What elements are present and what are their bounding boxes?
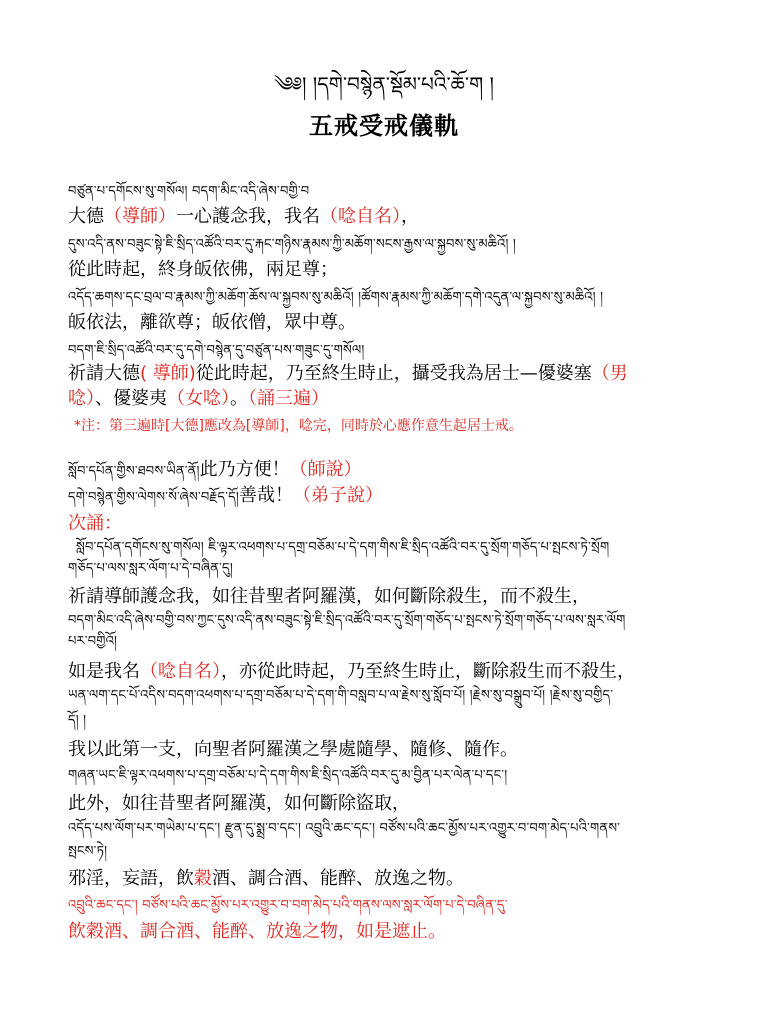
mixed-line bbox=[68, 484, 383, 508]
chinese-line bbox=[68, 660, 635, 684]
tibetan-line: བདག་མིང་འདི་ཞེས་བགྱི་བས་ཀྱང་དུས་འདི་ནས་བཟུང་སྟེ་ཇི་སྲིད་འཚོའི་བར་དུ་སྲོག་གཅོད་པ་སྤངས་ཏེ་སྲོག་གཅོད་པ་ལས་སླར་ལོག bbox=[68, 613, 626, 628]
chinese-line bbox=[68, 387, 329, 411]
title-tibetan: ༄༅། །དགེ་བསྙེན་སྡོམ་པའི་ཆོ་ག ། bbox=[274, 72, 494, 96]
tibetan-span: དགེ་བསྙེན་གྱིས་ལེགས་སོ་ཞེས་བརྗོད་དོ། bbox=[68, 490, 240, 505]
text-span: 。 bbox=[230, 388, 248, 409]
text-span: 祈請大德 bbox=[68, 363, 140, 384]
chinese-line bbox=[68, 362, 628, 386]
tibetan-line-red: འབྲུའི་ཆང་དང་། བཙོས་པའི་ཆང་མྱོས་པར་འགྱུར་བ་བག་མེད་པའི་གནས་ལས་སླར་ལོག་པ་དེ་བཞིན་དུ་ bbox=[68, 898, 508, 913]
tibetan-line: འདོད་པས་ལོག་པར་གཡེམ་པ་དང་། རྫུན་དུ་སྨྲ་བ་དང་། འབྲུའི་ཆང་དང་། བཙོས་པའི་ཆང་མྱོས་པར་འགྱུར་བ་བག་མེད་པའི་གནས་ bbox=[68, 821, 621, 836]
chinese-line-red: 飲穀酒、調合酒、能醉、放逸之物，如是遮止。 bbox=[68, 921, 446, 942]
chinese-line bbox=[68, 867, 464, 891]
chinese-line: 祈請導師護念我，如往昔聖者阿羅漢，如何斷除殺生，而不殺生， bbox=[68, 586, 590, 607]
chinese-line: 此外，如往昔聖者阿羅漢，如何斷除盜取， bbox=[68, 793, 410, 814]
chinese-line: 我以此第一支，向聖者阿羅漢之學處隨學、隨修、隨作。 bbox=[68, 739, 518, 760]
chinese-line: 從此時起，終身皈依佛，兩足尊； bbox=[68, 259, 338, 280]
tibetan-line: སྤངས་ཏེ། bbox=[68, 844, 108, 859]
tibetan-line: གཅོད་པ་ལས་སླར་ལོག་པ་དེ་བཞིན་དུ། bbox=[68, 561, 234, 576]
red-annotation: （唸自名） bbox=[320, 206, 401, 227]
tibetan-line: དོ། ། bbox=[68, 713, 87, 728]
chinese-line: 皈依法，離欲尊；皈依僧，眾中尊。 bbox=[68, 312, 356, 333]
text-span: 酒、調合酒、能醉、放逸之物。 bbox=[212, 868, 464, 889]
red-annotation: 唸） bbox=[68, 388, 95, 409]
tibetan-line: དུས་འདི་ནས་བཟུང་སྟེ་ཇི་སྲིད་འཚོའི་བར་དུ་རྐང་གཉིས་རྣམས་ཀྱི་མཆོག་སངས་རྒྱས་ལ་སྐྱབས་སུ་མཆིའོ། ། bbox=[68, 237, 517, 252]
tibetan-line: པར་བགྱིའོ། bbox=[68, 634, 118, 649]
text-span: 邪淫，妄語，飲 bbox=[68, 868, 194, 889]
red-annotation: ( 導師) bbox=[140, 363, 196, 384]
text-span: ，亦從此時起，乃至終生時止，斷除殺生而不殺生， bbox=[221, 661, 635, 682]
subheading: 次誦： bbox=[68, 513, 122, 534]
mixed-line bbox=[68, 458, 362, 482]
chinese-line bbox=[68, 205, 419, 229]
title-chinese: 五戒受戒儀軌 bbox=[309, 112, 459, 140]
text-span: ， bbox=[401, 206, 419, 227]
red-annotation: （弟子說） bbox=[293, 485, 384, 506]
tibetan-span: སློབ་དཔོན་གྱིས་ཐབས་ཡིན་ནོ། bbox=[68, 464, 200, 479]
note-line: *注：第三遍時[大德]應改為[導師]，唸完，同時於心應作意生起居士戒。 bbox=[74, 418, 523, 434]
text-span: 從此時起，乃至終生時止，攝受我為居士—優婆塞 bbox=[195, 363, 592, 384]
text-span: 如是我名 bbox=[68, 661, 140, 682]
tibetan-line: ཡན་ལག་དང་པོ་འདིས་བདག་འཕགས་པ་དགྲ་བཅོམ་པ་དེ་དག་གི་བསླབ་པ་ལ་རྗེས་སུ་སློབ་པོ། །རྗེས་སུ་བསྒྲུབ་པོ། །རྗེས་སུ་བགྱིད་ bbox=[68, 688, 614, 703]
red-annotation: （唸自名） bbox=[140, 661, 221, 682]
text-span: 、優婆夷 bbox=[95, 388, 167, 409]
red-annotation: （師說） bbox=[289, 459, 362, 480]
tibetan-line: སློབ་དཔོན་དགོངས་སུ་གསོལ། ཇི་ལྟར་འཕགས་པ་དགྲ་བཅོམ་པ་དེ་དག་གིས་ཇི་སྲིད་འཚོའི་བར་དུ་སྲོག་གཅོད་པ་སྤངས་ཏེ་སྲོག bbox=[76, 540, 610, 555]
text-span: 善哉！ bbox=[239, 485, 294, 506]
red-annotation: 穀 bbox=[194, 868, 212, 889]
text-span: 一心護念我，我名 bbox=[176, 206, 320, 227]
tibetan-line: འདོད་ཆགས་དང་བྲལ་བ་རྣམས་ཀྱི་མཆོག་ཆོས་ལ་སྐྱབས་སུ་མཆིའོ། །ཚོགས་རྣམས་ཀྱི་མཆོག་དགེ་འདུན་ལ་སྐྱབས་སུ་མཆིའོ། ། bbox=[68, 290, 604, 305]
red-annotation: （女唸） bbox=[167, 388, 230, 409]
text-span: 大德 bbox=[68, 206, 104, 227]
red-annotation: （誦三遍） bbox=[248, 388, 329, 409]
tibetan-line: བདག་ཇི་སྲིད་འཚོའི་བར་དུ་དགེ་བསྙེན་དུ་བཙུན་པས་གཟུང་དུ་གསོལ། bbox=[68, 343, 365, 358]
text-span: 此乃方便！ bbox=[199, 459, 290, 480]
tibetan-line: བཙུན་པ་དགོངས་སུ་གསོལ། བདག་མིང་འདི་ཞེས་བགྱི་བ bbox=[68, 184, 310, 199]
tibetan-line: གཞན་ཡང་ཇི་ལྟར་འཕགས་པ་དགྲ་བཅོམ་པ་དེ་དག་གིས་ཇི་སྲིད་འཚོའི་བར་དུ་མ་བྱིན་པར་ལེན་པ་དང་། bbox=[68, 768, 508, 783]
red-annotation: （男 bbox=[591, 363, 628, 384]
red-annotation: （導師） bbox=[104, 206, 176, 227]
